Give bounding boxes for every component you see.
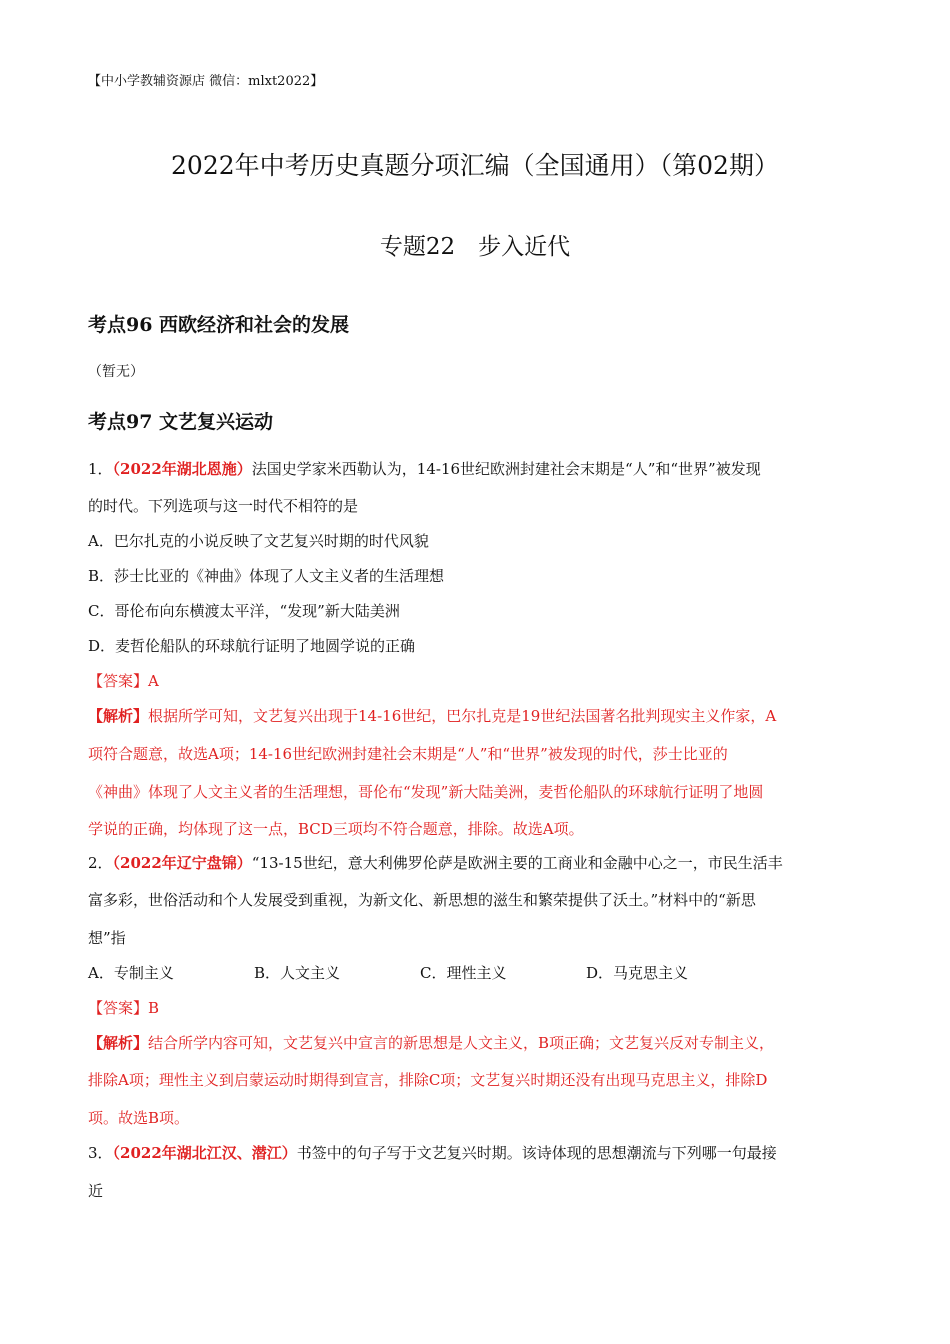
question-1-option-a: A．巴尔扎克的小说反映了文艺复兴时期的时代风貌 [88,532,429,550]
question-2-options [88,963,688,983]
question-1-stem [88,459,868,479]
question-2-option-a: A．专制主义 [88,964,174,982]
header-note: 【中小学教辅资源店 微信：mlxt2022】 [88,74,324,89]
question-2-option-c: C．理性主义 [420,964,507,982]
question-text: 法国史学家米西勒认为，14-16世纪欧洲封建社会末期是“人”和“世界”被发现 [251,460,761,478]
question-2-stem [88,853,868,873]
question-1-option-c: C．哥伦布向东横渡太平洋，“发现”新大陆美洲 [88,602,400,620]
question-1-option-d: D．麦哲伦船队的环球航行证明了地圆学说的正确 [88,637,416,655]
section-note: （暂无） [88,364,144,380]
question-1-option-b: B．莎士比亚的《神曲》体现了人文主义者的生活理想 [88,567,445,585]
question-2-analysis-cont: 排除A项；理性主义到启蒙运动时期得到宣言，排除C项；文艺复兴时期还没有出现马克思主义，排除D [88,1071,768,1089]
question-1-analysis [88,706,868,726]
section-heading-97: 考点97 文艺复兴运动 [88,411,274,433]
document-subtitle: 专题22 步入近代 [379,234,571,260]
analysis-text: 根据所学可知，文艺复兴出现于14-16世纪，巴尔扎克是19世纪法国著名批判现实主义作家，A [148,707,777,725]
question-source: （2022年湖北江汉、潜江） [112,1144,297,1162]
question-number: 2． [88,854,113,872]
question-number: 1． [88,460,113,478]
analysis-label: 【解析】 [88,1034,149,1052]
question-source: （2022年湖北恩施） [112,460,252,478]
analysis-label: 【解析】 [88,707,149,725]
question-2-analysis [88,1033,868,1053]
question-text: 书签中的句子写于文艺复兴时期。该诗体现的思想潮流与下列哪一句最接 [296,1144,777,1162]
question-text: “13-15世纪，意大利佛罗伦萨是欧洲主要的工商业和金融中心之一，市民生活丰 [251,854,783,872]
section-heading-96: 考点96 西欧经济和社会的发展 [88,314,350,336]
question-2-stem-cont: 想”指 [88,929,126,947]
question-1-analysis-cont: 学说的正确，均体现了这一点，BCD三项均不符合题意，排除。故选A项。 [88,820,584,838]
question-1-analysis-cont: 项符合题意，故选A项；14-16世纪欧洲封建社会末期是“人”和“世界”被发现的时代，莎士比亚的 [88,745,728,763]
document-title: 2022年中考历史真题分项汇编（全国通用）（第02期） [171,151,779,180]
question-1-stem-cont: 的时代。下列选项与这一时代不相符的是 [88,497,359,515]
question-3-stem-cont: 近 [88,1182,104,1200]
question-source: （2022年辽宁盘锦） [112,854,252,872]
question-2-option-d: D．马克思主义 [586,964,689,982]
question-3-stem [88,1143,868,1163]
question-2-stem-cont: 富多彩，世俗活动和个人发展受到重视，为新文化、新思想的滋生和繁荣提供了沃土。”材料中的“新思 [88,891,756,909]
question-2-answer: 【答案】B [88,999,160,1017]
question-number: 3． [88,1144,113,1162]
analysis-text: 结合所学内容可知，文艺复兴中宣言的新思想是人文主义，B项正确；文艺复兴反对专制主义， [148,1034,775,1052]
question-1-analysis-cont: 《神曲》体现了人文主义者的生活理想，哥伦布“发现”新大陆美洲，麦哲伦船队的环球航行证明了地圆 [88,783,764,801]
question-2-analysis-cont: 项。故选B项。 [88,1109,190,1127]
question-2-option-b: B．人文主义 [254,964,341,982]
question-1-answer: 【答案】A [88,672,159,690]
